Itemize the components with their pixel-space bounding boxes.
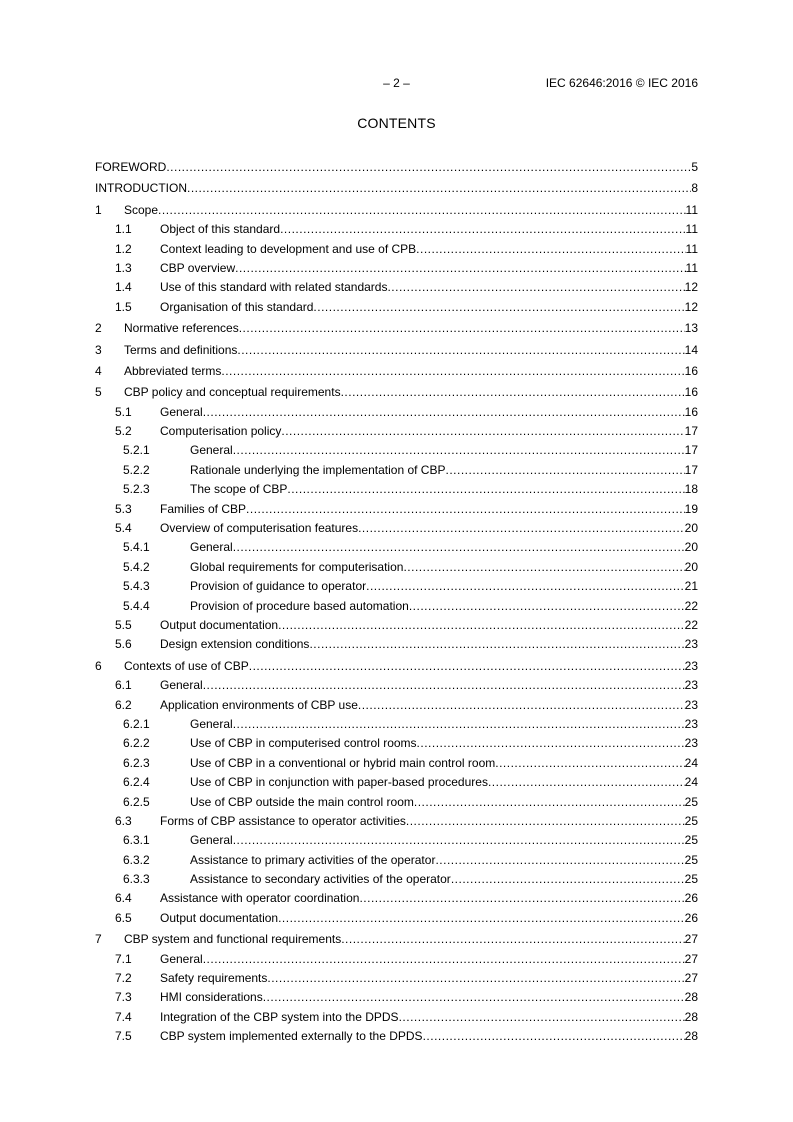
toc-entry-title: Abbreviated terms: [124, 363, 222, 378]
toc-entry-title: Organisation of this standard: [160, 299, 314, 314]
toc-entry-number: 5.4: [115, 521, 132, 536]
toc-entry[interactable]: [95, 179, 698, 198]
toc-entry-page: 19: [684, 501, 698, 516]
toc-entry-page: 27: [684, 932, 698, 947]
toc-entry-number: 6.2.5: [123, 794, 150, 809]
toc-dot-leader: [495, 754, 684, 773]
toc-entry[interactable]: [95, 889, 698, 908]
toc-dot-leader: [366, 577, 685, 596]
toc-entry[interactable]: [95, 950, 698, 969]
toc-entry[interactable]: [95, 597, 698, 616]
toc-entry[interactable]: [95, 362, 698, 381]
toc-entry[interactable]: [95, 1027, 698, 1046]
toc-entry-page: 23: [684, 716, 698, 731]
toc-entry-number: 5.1: [115, 404, 132, 419]
toc-entry-title: General: [190, 540, 233, 555]
toc-entry-page: 16: [684, 385, 698, 400]
toc-entry[interactable]: [95, 676, 698, 695]
toc-entry[interactable]: [95, 240, 698, 259]
toc-entry-number: 1.4: [115, 280, 132, 295]
toc-entry[interactable]: [95, 734, 698, 753]
toc-entry-title: Safety requirements: [160, 971, 268, 986]
toc-dot-leader: [387, 278, 684, 297]
toc-entry-page: 13: [684, 321, 698, 336]
toc-entry-title: FOREWORD: [95, 160, 167, 174]
toc-entry-title: Provision of procedure based automation: [190, 598, 409, 613]
toc-entry-number: 6.4: [115, 891, 132, 906]
toc-entry[interactable]: [95, 220, 698, 239]
toc-entry-number: 7.1: [115, 951, 132, 966]
toc-entry-page: 22: [684, 617, 698, 632]
toc-entry-number: 1.2: [115, 241, 132, 256]
toc-dot-leader: [235, 259, 685, 278]
toc-entry-page: 22: [684, 598, 698, 613]
toc-dot-leader: [313, 298, 684, 317]
toc-entry-page: 20: [684, 540, 698, 555]
toc-dot-leader: [233, 441, 685, 460]
toc-dot-leader: [263, 988, 685, 1007]
toc-dot-leader: [280, 220, 685, 239]
toc-entry-title: General: [160, 678, 203, 693]
toc-entry-page: 25: [684, 794, 698, 809]
toc-entry-number: 5.4.4: [123, 598, 150, 613]
toc-entry-number: 5.2: [115, 424, 132, 439]
toc-entry-number: 1.5: [115, 299, 132, 314]
toc-entry-page: 28: [684, 1029, 698, 1044]
toc-dot-leader: [406, 812, 685, 831]
toc-entry-page: 25: [684, 852, 698, 867]
toc-dot-leader: [281, 422, 684, 441]
toc-entry-page: 20: [684, 559, 698, 574]
toc-entry-number: 6.3.3: [123, 872, 150, 887]
toc-entry-title: Design extension conditions: [160, 637, 310, 652]
toc-dot-leader: [451, 870, 685, 889]
toc-entry-page: 28: [684, 1009, 698, 1024]
toc-entry-page: 16: [684, 363, 698, 378]
toc-entry[interactable]: [95, 793, 698, 812]
page-header: [95, 76, 698, 92]
toc-dot-leader: [233, 715, 685, 734]
toc-entry-page: 21: [684, 579, 698, 594]
toc-entry-title: Computerisation policy: [160, 424, 282, 439]
toc-dot-leader: [249, 657, 685, 676]
toc-entry-title: Overview of computerisation features: [160, 521, 359, 536]
toc-entry-title: Families of CBP: [160, 501, 247, 516]
toc-entry-title: Object of this standard: [160, 222, 281, 237]
toc-dot-leader: [187, 179, 691, 198]
toc-entry-page: 12: [684, 299, 698, 314]
toc-entry-page: 16: [684, 404, 698, 419]
toc-entry[interactable]: [95, 259, 698, 278]
toc-dot-leader: [267, 969, 684, 988]
toc-entry-number: 5.3: [115, 501, 132, 516]
toc-entry-number: 6.3.2: [123, 852, 150, 867]
toc-entry-page: 11: [685, 202, 698, 217]
toc-dot-leader: [341, 383, 685, 402]
toc-entry-page: 23: [684, 697, 698, 712]
toc-entry-number: 6.2.1: [123, 716, 150, 731]
toc-entry[interactable]: [95, 657, 698, 676]
toc-entry-number: 5.5: [115, 617, 132, 632]
toc-entry-title: Rationale underlying the implementation of CBP: [190, 462, 446, 477]
toc-dot-leader: [203, 676, 685, 695]
toc-entry[interactable]: [95, 616, 698, 635]
toc-entry[interactable]: [95, 558, 698, 577]
toc-entry-number: 5.2.2: [123, 462, 150, 477]
toc-entry[interactable]: [95, 383, 698, 402]
toc-entry[interactable]: [95, 480, 698, 499]
toc-dot-leader: [278, 909, 685, 928]
toc-dot-leader: [417, 734, 685, 753]
toc-entry[interactable]: [95, 773, 698, 792]
toc-entry[interactable]: [95, 831, 698, 850]
toc-entry[interactable]: [95, 930, 698, 949]
toc-entry-number: 6.2.4: [123, 775, 150, 790]
toc-entry-title: HMI considerations: [160, 990, 263, 1005]
toc-entry-title: CBP system implemented externally to the DPDS: [160, 1029, 423, 1044]
toc-entry[interactable]: [95, 909, 698, 928]
toc-entry-number: 3: [95, 342, 102, 357]
toc-dot-leader: [403, 558, 684, 577]
toc-entry[interactable]: [95, 158, 698, 177]
toc-dot-leader: [158, 201, 686, 220]
toc-entry-page: 24: [684, 775, 698, 790]
toc-entry-number: 6.2.3: [123, 755, 150, 770]
toc-entry-page: 17: [684, 424, 698, 439]
document-id: IEC 62646:2016 © IEC 2016: [545, 76, 698, 90]
toc-entry-title: General: [160, 951, 203, 966]
toc-entry-page: 20: [684, 521, 698, 536]
toc-dot-leader: [246, 500, 685, 519]
toc-entry[interactable]: [95, 278, 698, 297]
toc-entry-title: Output documentation: [160, 910, 279, 925]
toc-entry[interactable]: [95, 696, 698, 715]
toc-entry-page: 25: [684, 833, 698, 848]
toc-dot-leader: [488, 773, 685, 792]
toc-entry-number: 7: [95, 932, 102, 947]
toc-entry-page: 23: [684, 658, 698, 673]
toc-entry-page: 26: [684, 891, 698, 906]
page-number: – 2 –: [383, 76, 410, 90]
toc-entry-page: 23: [684, 678, 698, 693]
toc-dot-leader: [278, 616, 685, 635]
page-title: CONTENTS: [357, 115, 436, 131]
toc-entry-page: 28: [684, 990, 698, 1005]
toc-entry-title: General: [190, 443, 233, 458]
toc-entry-title: Assistance to primary activities of the operator: [190, 852, 436, 867]
toc-entry-title: The scope of CBP: [190, 482, 288, 497]
toc-dot-leader: [233, 538, 685, 557]
toc-entry-title: General: [190, 833, 233, 848]
toc-entry-number: 7.5: [115, 1029, 132, 1044]
toc-entry-title: Global requirements for computerisation: [190, 559, 404, 574]
toc-dot-leader: [239, 319, 685, 338]
toc-entry[interactable]: [95, 441, 698, 460]
toc-entry-number: 6.3: [115, 813, 132, 828]
toc-entry-number: 6: [95, 658, 102, 673]
toc-entry-number: 1.1: [115, 222, 132, 237]
toc-entry[interactable]: [95, 577, 698, 596]
toc-entry-page: 11: [685, 222, 698, 237]
toc-entry-title: Terms and definitions: [124, 342, 238, 357]
toc-entry-page: 18: [684, 482, 698, 497]
toc-entry-title: Output documentation: [160, 617, 279, 632]
toc-entry[interactable]: [95, 715, 698, 734]
toc-entry[interactable]: [95, 870, 698, 889]
toc-entry-page: 17: [684, 443, 698, 458]
toc-entry-page: 8: [691, 181, 698, 196]
toc-dot-leader: [233, 831, 685, 850]
toc-entry[interactable]: [95, 969, 698, 988]
toc-entry-number: 6.2: [115, 697, 132, 712]
toc-entry-number: 6.1: [115, 678, 132, 693]
toc-entry-title: Provision of guidance to operator: [190, 579, 367, 594]
toc-entry-number: 1.3: [115, 260, 132, 275]
toc-entry-title: Contexts of use of CBP: [124, 658, 249, 673]
toc-entry-page: 26: [684, 910, 698, 925]
toc-entry-number: 5: [95, 385, 102, 400]
toc-entry[interactable]: [95, 988, 698, 1007]
toc-entry-title: Use of this standard with related standards: [160, 280, 388, 295]
toc-entry-number: 5.4.3: [123, 579, 150, 594]
toc-entry-title: CBP policy and conceptual requirements: [124, 385, 341, 400]
toc-entry-number: 5.6: [115, 637, 132, 652]
toc-dot-leader: [423, 1027, 685, 1046]
toc-entry-number: 7.2: [115, 971, 132, 986]
toc-dot-leader: [416, 240, 685, 259]
toc-entry[interactable]: [95, 201, 698, 220]
toc-entry[interactable]: [95, 403, 698, 422]
toc-dot-leader: [341, 930, 684, 949]
toc-entry-number: 6.2.2: [123, 736, 150, 751]
toc-entry-title: Assistance to secondary activities of the operator: [190, 872, 451, 887]
toc-entry-page: 27: [684, 971, 698, 986]
toc-entry-number: 7.3: [115, 990, 132, 1005]
toc-entry-title: Normative references: [124, 321, 239, 336]
toc-entry-number: 1: [95, 202, 102, 217]
toc-dot-leader: [221, 362, 684, 381]
toc-entry-title: Forms of CBP assistance to operator activities: [160, 813, 406, 828]
toc-entry-page: 25: [684, 813, 698, 828]
toc-entry[interactable]: [95, 422, 698, 441]
toc-entry-page: 11: [685, 241, 698, 256]
toc-entry-title: Use of CBP in computerised control rooms: [190, 736, 417, 751]
toc-entry-title: General: [190, 716, 233, 731]
toc-entry[interactable]: [95, 635, 698, 654]
toc-dot-leader: [166, 158, 691, 177]
toc-entry[interactable]: [95, 319, 698, 338]
toc-entry-page: 23: [684, 637, 698, 652]
toc-entry[interactable]: [95, 1008, 698, 1027]
toc-entry-title: Scope: [124, 202, 159, 217]
toc-entry-title: General: [160, 404, 203, 419]
toc-entry-page: 12: [684, 280, 698, 295]
toc-entry[interactable]: [95, 298, 698, 317]
toc-entry-title: CBP overview: [160, 260, 236, 275]
toc-entry-number: 5.4.1: [123, 540, 150, 555]
toc-entry-title: CBP system and functional requirements: [124, 932, 342, 947]
toc-entry-page: 5: [691, 160, 698, 174]
toc-dot-leader: [358, 519, 685, 538]
toc-dot-leader: [445, 461, 684, 480]
toc-dot-leader: [409, 597, 685, 616]
toc-dot-leader: [203, 403, 685, 422]
toc-dot-leader: [435, 851, 684, 870]
toc-entry-number: 6.3.1: [123, 833, 150, 848]
toc-entry-title: Integration of the CBP system into the DPDS: [160, 1009, 399, 1024]
toc-dot-leader: [359, 889, 684, 908]
toc-entry[interactable]: [95, 538, 698, 557]
toc-entry-number: 5.4.2: [123, 559, 150, 574]
toc-dot-leader: [399, 1008, 685, 1027]
toc-entry[interactable]: [95, 461, 698, 480]
toc-entry-page: 24: [684, 755, 698, 770]
toc-entry-title: Use of CBP in a conventional or hybrid main control room: [190, 755, 496, 770]
toc-dot-leader: [203, 950, 685, 969]
toc-entry-title: INTRODUCTION: [95, 181, 187, 196]
toc-entry[interactable]: [95, 341, 698, 360]
toc-entry-title: Context leading to development and use of CPB: [160, 241, 417, 256]
toc-entry-number: 5.2.3: [123, 482, 150, 497]
toc-entry-page: 27: [684, 951, 698, 966]
toc-entry-page: 23: [684, 736, 698, 751]
toc-dot-leader: [309, 635, 684, 654]
table-of-contents: [95, 156, 698, 1047]
toc-entry[interactable]: [95, 754, 698, 773]
toc-entry-title: Use of CBP outside the main control room: [190, 794, 414, 809]
toc-entry-page: 25: [684, 872, 698, 887]
toc-entry-number: 6.5: [115, 910, 132, 925]
toc-entry[interactable]: [95, 519, 698, 538]
toc-entry[interactable]: [95, 500, 698, 519]
toc-entry-number: 5.2.1: [123, 443, 150, 458]
toc-entry-number: 4: [95, 363, 102, 378]
toc-entry-title: Assistance with operator coordination: [160, 891, 360, 906]
toc-dot-leader: [358, 696, 685, 715]
toc-entry-title: Application environments of CBP use: [160, 697, 358, 712]
toc-entry-page: 14: [684, 342, 698, 357]
toc-entry-number: 2: [95, 321, 102, 336]
toc-entry-page: 17: [684, 462, 698, 477]
toc-entry-title: Use of CBP in conjunction with paper-based procedures: [190, 775, 488, 790]
toc-entry-page: 11: [685, 260, 698, 275]
toc-dot-leader: [414, 793, 685, 812]
toc-entry[interactable]: [95, 812, 698, 831]
toc-entry-number: 7.4: [115, 1009, 132, 1024]
toc-entry[interactable]: [95, 851, 698, 870]
toc-dot-leader: [237, 341, 684, 360]
toc-dot-leader: [287, 480, 684, 499]
